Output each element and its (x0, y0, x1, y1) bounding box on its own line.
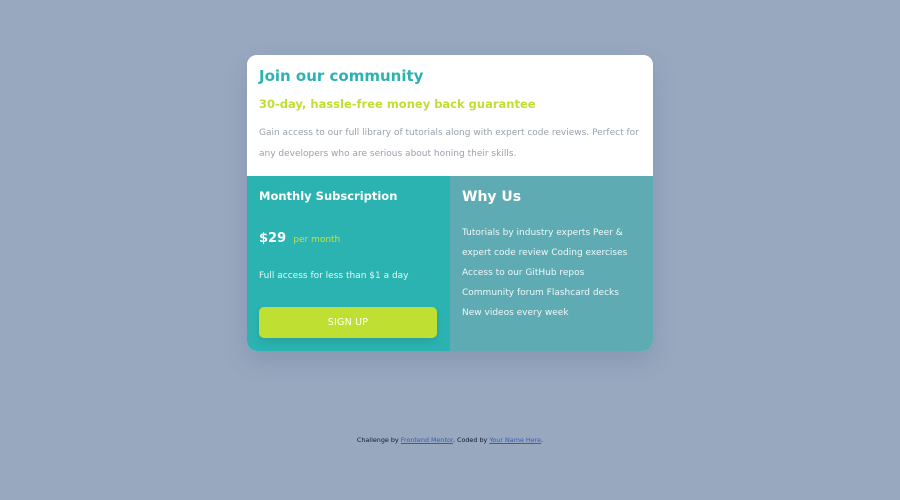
attribution-suffix: . (541, 436, 544, 444)
price-period: per month (293, 235, 341, 245)
price-amount: $29 (259, 231, 287, 246)
subscription-title: Monthly Subscription (259, 189, 398, 203)
monthly-subscription-panel (247, 176, 450, 351)
attribution-prefix: Challenge by (356, 436, 399, 444)
community-title: Join our community (259, 67, 424, 85)
price-row (259, 229, 340, 248)
attribution (0, 435, 900, 445)
subscription-description: Full access for less than $1 a day (259, 271, 409, 281)
sign-up-button[interactable]: SIGN UP (259, 307, 437, 338)
author-link[interactable]: Your Name Here (489, 436, 542, 444)
pricing-card (247, 55, 653, 351)
community-description: Gain access to our full library of tutorials along with expert code reviews. Perfect for any developers who are serious about honing their skills. (259, 128, 639, 159)
attribution-middle: . Coded by (452, 436, 488, 444)
community-section (247, 55, 653, 176)
why-us-panel (450, 176, 653, 351)
why-us-title: Why Us (462, 189, 522, 205)
why-us-benefits: Tutorials by industry experts Peer & expert code review Coding exercises Access to our GitHub repos Community forum Flashcard decks New videos every week (462, 228, 628, 318)
money-back-guarantee: 30-day, hassle-free money back guarantee (259, 97, 536, 111)
frontend-mentor-link[interactable]: Frontend Mentor (400, 436, 453, 444)
